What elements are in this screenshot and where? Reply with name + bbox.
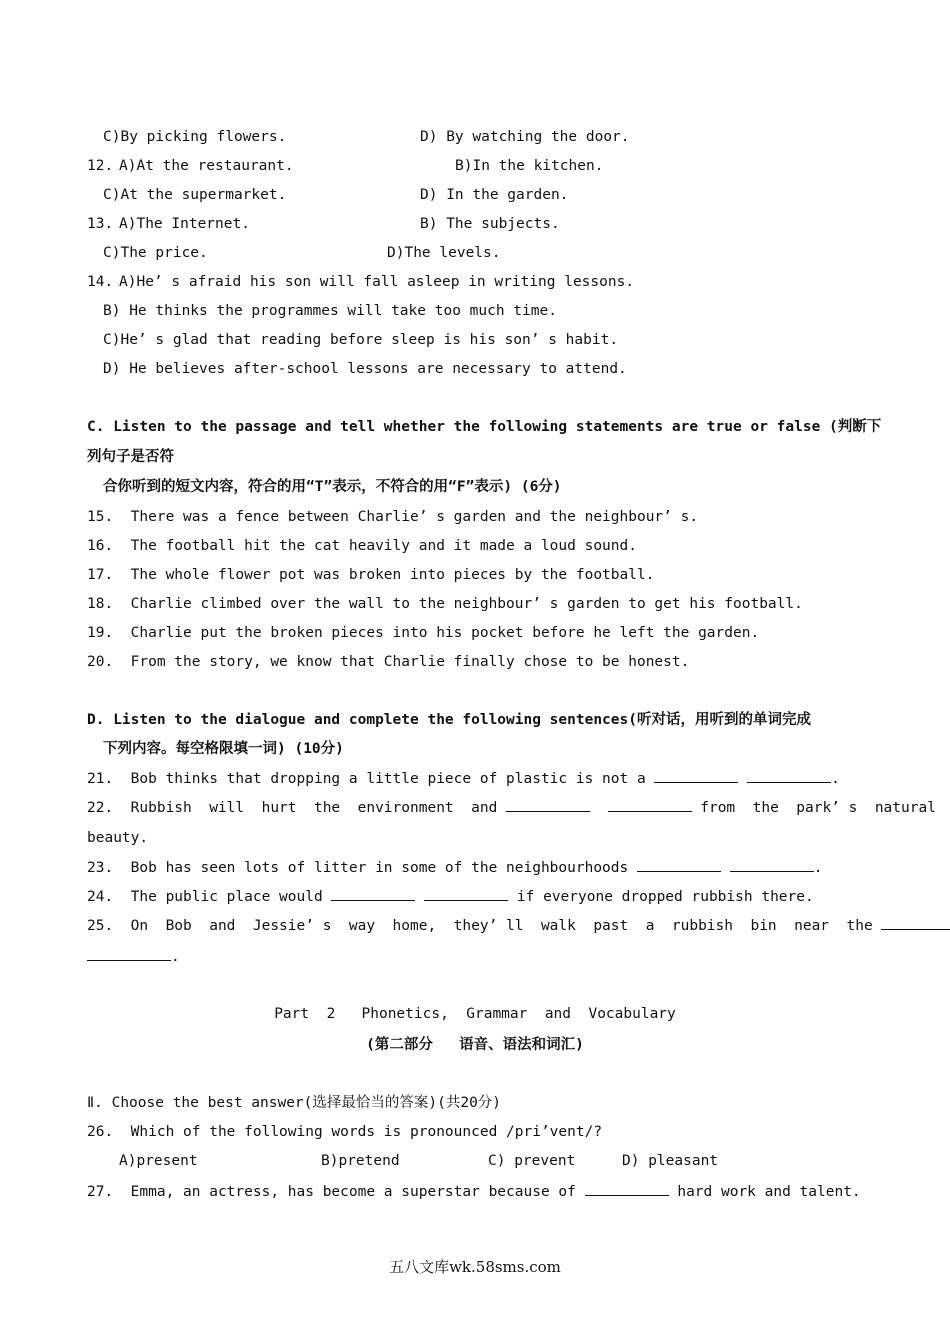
- section-c-instructions: 合你听到的短文内容，符合的用“T”表示，不符合的用“F”表示) (6分): [103, 479, 562, 495]
- part2-subtitle: (第二部分 语音、语法和词汇): [366, 1037, 584, 1053]
- question-22-text: 22. Rubbish will hurt the environment and: [87, 800, 507, 816]
- section-d-heading: D. Listen to the dialogue and complete the following sentences(听对话，用听到的单词完成: [87, 712, 811, 728]
- statement-17: 17. The whole flower pot was broken into pieces by the football.: [87, 567, 655, 583]
- question-27: [87, 1181, 861, 1202]
- section-c-heading-cont: 列句子是否符: [87, 449, 174, 465]
- q26-option-a: A)present: [119, 1153, 198, 1169]
- q12-number: 12.: [87, 158, 114, 174]
- section-d-instructions: 下列内容。每空格限填一词) (10分): [103, 741, 344, 757]
- q11-option-c: C)By picking flowers.: [103, 129, 287, 145]
- question-22-text-end: from the park’ s natural: [691, 800, 936, 816]
- q12-option-d: D) In the garden.: [420, 187, 569, 203]
- question-25-text: 25. On Bob and Jessie’ s way home, they’ ll walk past a rubbish bin near the: [87, 918, 882, 934]
- question-24-end: if everyone dropped rubbish there.: [508, 889, 814, 905]
- q26-option-c: C) prevent: [488, 1153, 576, 1169]
- answer-blank[interactable]: [87, 946, 171, 961]
- q12-option-c: C)At the supermarket.: [103, 187, 287, 203]
- question-26: 26. Which of the following words is pronounced /pri’vent/?: [87, 1124, 603, 1140]
- question-24: [87, 886, 814, 907]
- q12-option-b: B)In the kitchen.: [455, 158, 604, 174]
- q13-option-c: C)The price.: [103, 245, 208, 261]
- question-21-text: 21. Bob thinks that dropping a little piece of plastic is not a: [87, 771, 655, 787]
- answer-blank[interactable]: [654, 768, 738, 783]
- question-21-end: .: [831, 771, 840, 787]
- statement-16: 16. The football hit the cat heavily and it made a loud sound.: [87, 538, 637, 554]
- answer-blank[interactable]: [424, 886, 508, 901]
- statement-19: 19. Charlie put the broken pieces into his pocket before he left the garden.: [87, 625, 760, 641]
- question-23: [87, 857, 822, 878]
- statement-20: 20. From the story, we know that Charlie finally chose to be honest.: [87, 654, 690, 670]
- answer-blank[interactable]: [747, 768, 831, 783]
- section-c-heading: C. Listen to the passage and tell whether the following statements are true or false (判断下: [87, 419, 882, 435]
- question-22: [87, 797, 936, 818]
- q13-option-d: D)The levels.: [387, 245, 501, 261]
- question-23-text: 23. Bob has seen lots of litter in some of the neighbourhoods: [87, 860, 637, 876]
- question-27-end: hard work and talent.: [668, 1184, 861, 1200]
- part2-title: Part 2 Phonetics, Grammar and Vocabulary: [274, 1006, 676, 1022]
- question-25-cont: [87, 946, 180, 967]
- answer-blank[interactable]: [331, 886, 415, 901]
- section-ii-heading: Ⅱ. Choose the best answer(选择最恰当的答案)(共20分): [87, 1095, 502, 1111]
- question-27-text: 27. Emma, an actress, has become a superstar because of: [87, 1184, 585, 1200]
- answer-blank[interactable]: [730, 857, 814, 872]
- q26-option-b: B)pretend: [321, 1153, 400, 1169]
- q14-option-d: D) He believes after-school lessons are necessary to attend.: [103, 361, 627, 377]
- statement-18: 18. Charlie climbed over the wall to the neighbour’ s garden to get his football.: [87, 596, 803, 612]
- answer-blank[interactable]: [881, 915, 950, 930]
- question-22-cont: beauty.: [87, 830, 149, 846]
- q26-option-d: D) pleasant: [622, 1153, 719, 1169]
- question-25: [87, 915, 950, 936]
- q14-option-c: C)He’ s glad that reading before sleep is his son’ s habit.: [103, 332, 619, 348]
- answer-blank[interactable]: [637, 857, 721, 872]
- q14-option-a: A)He’ s afraid his son will fall asleep in writing lessons.: [119, 274, 635, 290]
- q14-number: 14.: [87, 274, 114, 290]
- q11-option-d: D) By watching the door.: [420, 129, 630, 145]
- answer-blank[interactable]: [506, 797, 590, 812]
- answer-blank[interactable]: [608, 797, 692, 812]
- statement-15: 15. There was a fence between Charlie’ s garden and the neighbour’ s.: [87, 509, 699, 525]
- q12-option-a: A)At the restaurant.: [119, 158, 294, 174]
- answer-blank[interactable]: [585, 1181, 669, 1196]
- q14-option-b: B) He thinks the programmes will take too much time.: [103, 303, 557, 319]
- question-25-end: .: [171, 949, 180, 965]
- question-23-end: .: [813, 860, 823, 876]
- q13-option-b: B) The subjects.: [420, 216, 560, 232]
- question-24-text: 24. The public place would: [87, 889, 332, 905]
- q13-option-a: A)The Internet.: [119, 216, 250, 232]
- question-21: [87, 768, 840, 789]
- footer-watermark: 五八文库wk.58sms.com: [389, 1258, 561, 1276]
- q13-number: 13.: [87, 216, 114, 232]
